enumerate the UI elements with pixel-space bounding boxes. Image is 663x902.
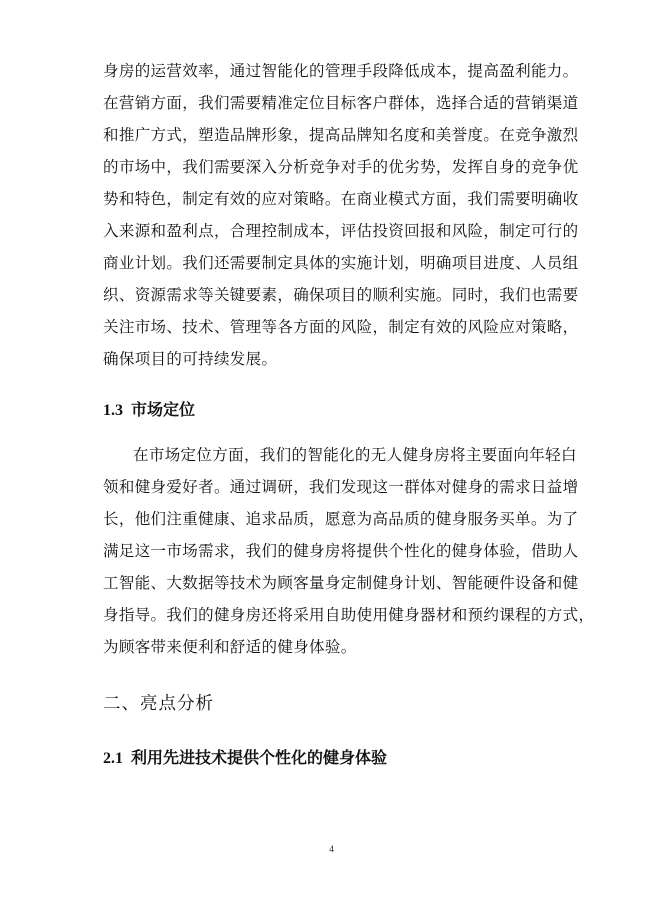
section-number: 2.1 bbox=[103, 750, 123, 767]
paragraph-line: 确保项目的可持续发展。 bbox=[103, 350, 278, 368]
paragraph-line: 为顾客带来便利和舒适的健身体验。 bbox=[103, 638, 357, 656]
paragraph-line: 身房的运营效率，通过智能化的管理手段降低成本，提高盈利能力。 bbox=[103, 62, 579, 80]
chapter-heading: 二、亮点分析 bbox=[103, 694, 214, 714]
paragraph-line: 商业计划。我们还需要制定具体的实施计划，明确项目进度、人员组 bbox=[103, 254, 579, 272]
paragraph-line: 入来源和盈利点，合理控制成本，评估投资回报和风险，制定可行的 bbox=[103, 222, 579, 240]
paragraph-line: 的市场中，我们需要深入分析竞争对手的优劣势，发挥自身的竞争优 bbox=[103, 158, 579, 176]
paragraph-line: 在营销方面，我们需要精准定位目标客户群体，选择合适的营销渠道 bbox=[103, 94, 579, 112]
paragraph-line: 关注市场、技术、管理等各方面的风险，制定有效的风险应对策略， bbox=[103, 318, 579, 336]
section-title: 市场定位 bbox=[131, 400, 196, 419]
paragraph-line: 势和特色，制定有效的应对策略。在商业模式方面，我们需要明确收 bbox=[103, 190, 579, 208]
paragraph-line: 在市场定位方面，我们的智能化的无人健身房将主要面向年轻白 bbox=[133, 446, 577, 464]
paragraph-line: 身指导。我们的健身房还将采用自助使用健身器材和预约课程的方式， bbox=[103, 606, 595, 624]
page-number: 4 bbox=[329, 844, 334, 854]
paragraph-line: 领和健身爱好者。通过调研，我们发现这一群体对健身的需求日益增 bbox=[103, 478, 579, 496]
section-title: 利用先进技术提供个性化的健身体验 bbox=[131, 748, 388, 767]
paragraph-line: 织、资源需求等关键要素，确保项目的顺利实施。同时，我们也需要 bbox=[103, 286, 579, 304]
paragraph-line: 工智能、大数据等技术为顾客量身定制健身计划、智能硬件设备和健 bbox=[103, 574, 579, 592]
section-heading-2-1 bbox=[103, 745, 387, 768]
paragraph-line: 长，他们注重健康、追求品质，愿意为高品质的健身服务买单。为了 bbox=[103, 510, 579, 528]
section-heading-1-3 bbox=[103, 397, 195, 420]
section-number: 1.3 bbox=[103, 402, 123, 419]
paragraph-line: 和推广方式，塑造品牌形象，提高品牌知名度和美誉度。在竞争激烈 bbox=[103, 126, 579, 144]
paragraph-line: 满足这一市场需求，我们的健身房将提供个性化的健身体验，借助人 bbox=[103, 542, 579, 560]
